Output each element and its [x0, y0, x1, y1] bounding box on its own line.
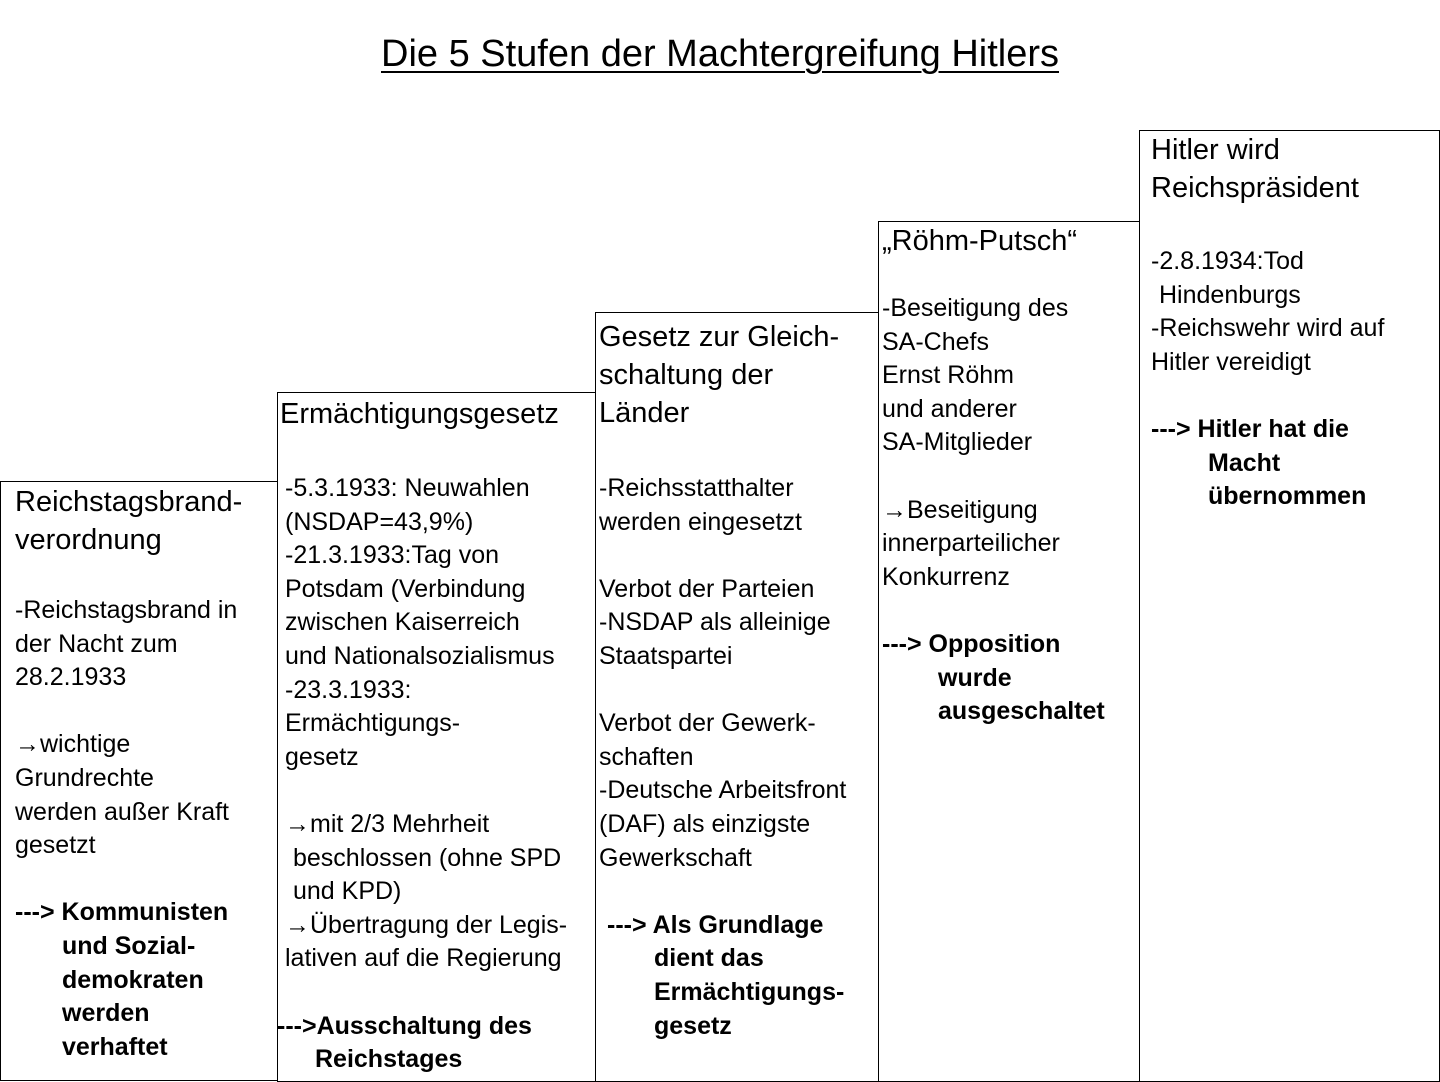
page-title: Die 5 Stufen der Machtergreifung Hitlers	[381, 33, 1059, 75]
step-body: -Reichsstatthalter werden eingesetzt Verbot der Parteien -NSDAP als alleinige Staatspartei Verbot der Gewerk- schaften -Deutsche Arbeitsfront (DAF) als einzigste Gewerkschaft ---> Als Grundlage dient das Ermächtigungs- gesetz	[599, 474, 847, 1040]
step-conclusion: --->Ausschaltung des	[277, 1011, 532, 1040]
step-1-reichstagsbrandverordnung	[0, 481, 279, 1081]
step-heading: „Röhm-Putsch“	[882, 225, 1077, 257]
step-heading: Reichstagsbrand- verordnung	[15, 486, 243, 556]
step-conclusion: ---> Als Grundlage	[607, 910, 824, 939]
step-body: -Beseitigung des SA-Chefs Ernst Röhm und anderer SA-Mitglieder →Beseitigung innerparteilicher Konkurrenz ---> Opposition wurde ausgeschaltet	[882, 294, 1105, 726]
step-body: -2.8.1934:Tod Hindenburgs -Reichswehr wird auf Hitler vereidigt ---> Hitler hat die Macht übernommen	[1151, 247, 1385, 511]
step-3-gleichschaltung	[595, 312, 881, 1082]
step-heading: Gesetz zur Gleich- schaltung der Länder	[599, 321, 840, 429]
step-2-ermaechtigungsgesetz	[277, 392, 597, 1082]
step-heading: Ermächtigungsgesetz	[280, 398, 559, 430]
step-heading: Hitler wird Reichspräsident	[1151, 134, 1359, 204]
step-5-reichspraesident	[1139, 130, 1440, 1082]
step-conclusion: ---> Opposition	[882, 629, 1061, 658]
step-conclusion: ---> Kommunisten	[15, 898, 229, 927]
step-body: -Reichstagsbrand in der Nacht zum 28.2.1933 →wichtige Grundrechte werden außer Kraft gesetzt ---> Kommunisten und Sozial- demokraten werden verhaftet	[15, 596, 238, 1061]
step-body: -5.3.1933: Neuwahlen (NSDAP=43,9%) -21.3.1933:Tag von Potsdam (Verbindung zwischen Kaiserreich und Nationalsozialismus -23.3.1933: Ermächtigungs- gesetz →mit 2/3 Mehrheit beschlossen (ohne SPD und KPD) →Übertragung der Legis- lativen auf die Regierung --->Ausschaltung des Reichstages	[277, 474, 568, 1074]
step-conclusion: ---> Hitler hat die	[1151, 414, 1349, 443]
step-4-roehm-putsch	[878, 221, 1141, 1082]
